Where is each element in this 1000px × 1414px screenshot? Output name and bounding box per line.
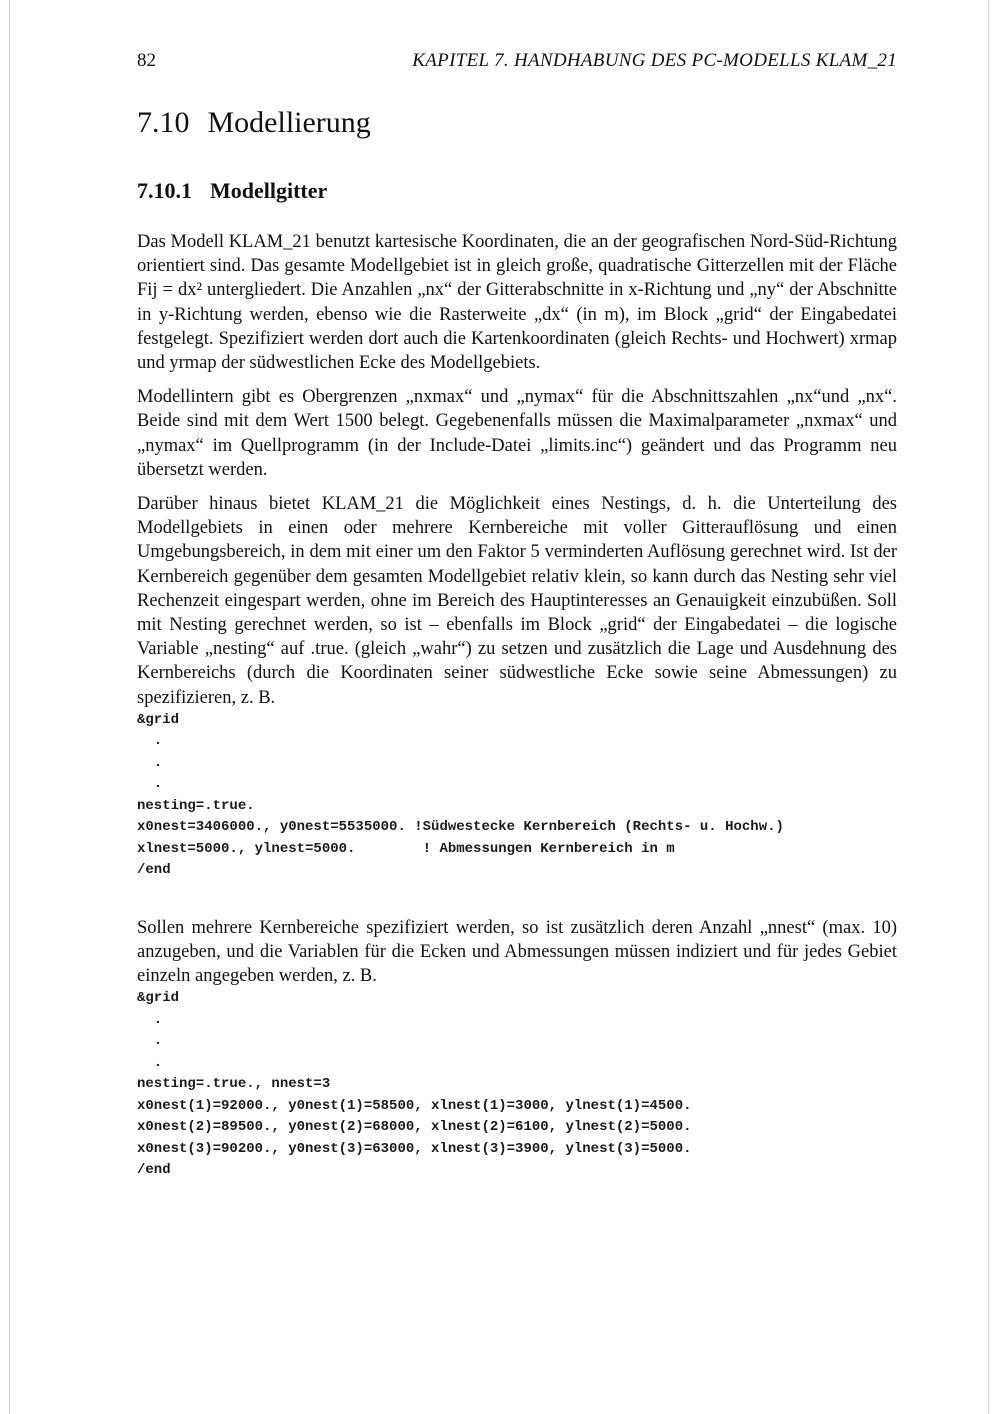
- section-number: 7.10: [137, 106, 190, 139]
- document-page: [137, 40, 897, 1182]
- section-heading: [137, 106, 897, 140]
- running-header: [137, 50, 897, 72]
- scan-edge-right: [988, 0, 989, 1414]
- paragraph-model-grid: Das Modell KLAM_21 benutzt kartesische Koordinaten, die an der geografischen Nord-Süd-Richtung orientiert sind. Das gesamte Modellgebiet ist in gleich große, quadratische Gitterzellen mit der Fläche Fij = dx² untergliedert. Die Anzahlen „nx“ der Gitterabschnitte in x-Richtung und „ny“ der Abschnitte in y-Richtung werden, ebenso wie die Rasterweite „dx“ (in m), im Block „grid“ der Eingabedatei festgelegt. Spezifiziert werden dort auch die Kartenkoordinaten (gleich Rechts- und Hochwert) xrmap und yrmap der südwestlichen Ecke des Modellgebiets.: [137, 232, 897, 374]
- subsection-number: 7.10.1: [137, 178, 192, 203]
- code-block-single-nest: &grid . . . nesting=.true. x0nest=3406000., y0nest=5535000. !Südwestecke Kernbereich (Rechts- u. Hochw.) xlnest=5000., ylnest=5000. ! Abmessungen Kernbereich in m /end: [137, 711, 784, 879]
- scan-edge-left: [9, 0, 10, 1414]
- paragraph-upper-limits: Modellintern gibt es Obergrenzen „nxmax“ und „nymax“ für die Abschnittszahlen „nx“und „nx“. Beide sind mit dem Wert 1500 belegt. Gegebenenfalls müssen die Maximalparameter „nxmax“ und „nymax“ im Quellprogramm (in der Include-Datei „limits.inc“) geändert und das Programm neu übersetzt werden.: [137, 387, 897, 480]
- paragraph-nesting: Darüber hinaus bietet KLAM_21 die Möglichkeit eines Nestings, d. h. die Unterteilung des Modellgebiets in einen oder mehrere Kernbereiche mit voller Gitterauflösung und einen Umgebungsbereich, in dem mit einer um den Faktor 5 verminderten Auflösung gerechnet wird. Ist der Kernbereich gegenüber dem gesamten Modellgebiet relativ klein, so kann durch das Nesting sehr viel Rechenzeit eingespart werden, ohne im Bereich des Hauptinteresses an Genauigkeit einzubüßen. Soll mit Nesting gerechnet werden, so ist – ebenfalls im Block „grid“ der Eingabedatei – die logische Variable „nesting“ auf .true. (gleich „wahr“) zu setzen und zusätzlich die Lage und Ausdehnung des Kernbereichs (durch die Koordinaten seiner südwestliche Ecke sowie seine Abmessungen) zu spezifizieren, z. B.: [137, 494, 897, 708]
- subsection-heading: [137, 178, 897, 204]
- section-title: Modellierung: [207, 106, 371, 139]
- code-block-multiple-nests: &grid . . . nesting=.true., nnest=3 x0nest(1)=92000., y0nest(1)=58500, xlnest(1)=3000, ylnest(1)=4500. x0nest(2)=89500., y0nest(2)=68000, xlnest(2)=6100, ylnest(2)=5000. x0nest(3)=90200., y0nest(3)=63000, xlnest(3)=3900, ylnest(3)=5000. /end: [137, 990, 692, 1179]
- page-number: 82: [137, 50, 156, 71]
- paragraph-multiple-nests: Sollen mehrere Kernbereiche spezifiziert werden, so ist zusätzlich deren Anzahl „nnest“ (max. 10) anzugeben, und die Variablen für die Ecken und Abmessungen müssen indiziert und für jedes Gebiet einzeln angegeben werden, z. B.: [137, 917, 897, 987]
- subsection-title: Modellgitter: [210, 178, 328, 203]
- running-title: KAPITEL 7. HANDHABUNG DES PC-MODELLS KLAM_21: [412, 50, 897, 71]
